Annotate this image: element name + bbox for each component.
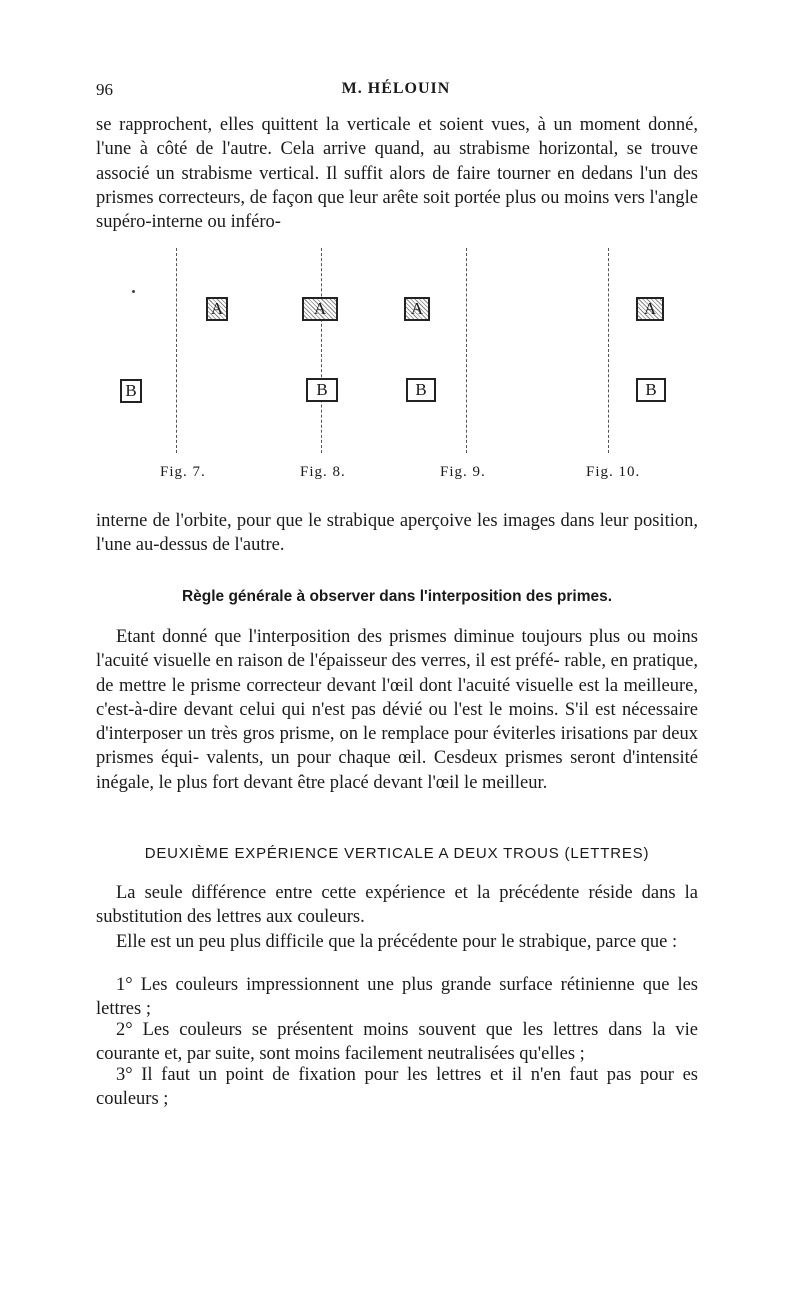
text-line: 2° Les couleurs se présentent moins souvent que les lettres dans la (116, 1020, 666, 1040)
text-line: faire tourner en dedans l'un des prismes correcteurs, de façon que leur (96, 163, 699, 208)
text-line: Elle est un peu plus difficile que la précédente pour le strabique, (116, 932, 592, 952)
fig8-caption: Fig. 8. (300, 464, 346, 480)
paragraph-4 (96, 881, 698, 930)
paragraph-3 (96, 625, 698, 795)
fig10-box-b: B (636, 378, 666, 402)
section-heading-experiment: DEUXIÈME EXPÉRIENCE VERTICALE A DEUX TROUS (LETTRES) (144, 845, 650, 862)
fig10-caption: Fig. 10. (586, 464, 641, 480)
page-number: 96 (96, 80, 113, 99)
paragraph-1 (96, 113, 698, 234)
list-item-1 (96, 973, 698, 1022)
list-item-2 (96, 1018, 698, 1067)
text-line: le plus fort devant être placé devant l'œil le meilleur. (158, 772, 548, 793)
text-line: La seule différence entre cette expérience et la précédente réside dans (116, 883, 676, 903)
figures-7-to-10 (96, 248, 700, 488)
text-line: se rapprochent, elles quittent la verticale et soient vues, à un moment (96, 115, 641, 135)
fig7-vertical-line (176, 248, 177, 453)
running-header (96, 80, 696, 104)
fig9-vertical-line (466, 248, 467, 453)
fig7-box-b: B (120, 379, 142, 403)
text-line: arête soit portée plus ou moins vers l'angle supéro-interne ou inféro- (96, 187, 699, 233)
fig7-caption: Fig. 7. (160, 464, 206, 480)
fig7-dot (132, 290, 135, 293)
paragraph-5 (96, 930, 698, 954)
fig7-box-a: A (206, 297, 228, 321)
fig10-vertical-line (608, 248, 609, 453)
section-heading-rule: Règle générale à observer dans l'interposition des primes. (181, 588, 613, 605)
text-line: que les lettres ; (96, 975, 699, 1020)
text-line: moins l'acuité visuelle en raison de l'épaisseur des verres, il est préfé- (96, 627, 699, 672)
text-line: dévié ou l'est le moins. S'il est nécessaire d'interposer un très gros (96, 699, 699, 745)
list-item-3 (96, 1063, 698, 1112)
text-line: valents, un pour chaque œil. Cesdeux prismes seront d'intensité inégale, (96, 748, 699, 793)
text-line: 1° Les couleurs impressionnent une plus grande surface rétinienne (116, 975, 635, 995)
paragraph-2 (96, 509, 698, 558)
text-line: la substitution des lettres aux couleurs. (96, 883, 699, 928)
text-line: prisme, on le remplace pour éviterles irisations par deux prismes équi- (96, 724, 698, 769)
fig8-box-b: B (306, 378, 338, 402)
text-line: position, l'une au-dessus de l'autre. (96, 511, 698, 556)
fig8-vertical-line (321, 248, 322, 453)
text-line: es couleurs ; (96, 1065, 698, 1110)
text-line: rable, en pratique, de mettre le prisme correcteur devant l'œil dont (96, 651, 699, 696)
text-line: l'acuité visuelle est la meilleure, c'est-à-dire devant celui qui n'est pas (96, 675, 699, 720)
text-line: Etant donné que l'interposition des prismes diminue toujours plus ou (116, 627, 646, 647)
text-line: 3° Il faut un point de fixation pour les lettres et il n'en faut pas pour (116, 1065, 674, 1085)
author-heading: M. HÉLOUIN (341, 80, 451, 97)
fig10-box-a: A (636, 297, 664, 321)
text-line: donné, l'une à côté de l'autre. Cela arrive quand, au strabisme (96, 115, 699, 160)
text-line: interne de l'orbite, pour que le strabique aperçoive les images dans leur (96, 511, 629, 531)
text-line: parce que : (595, 932, 678, 952)
fig9-caption: Fig. 9. (440, 464, 486, 480)
text-line: vie courante et, par suite, sont moins facilement neutralisées qu'elles ; (96, 1020, 698, 1065)
fig8-box-a: A (302, 297, 338, 321)
fig9-box-a: A (404, 297, 430, 321)
fig9-box-b: B (406, 378, 436, 402)
text-line: horizontal, se trouve associé un strabisme vertical. Il suffit alors de (96, 139, 698, 184)
